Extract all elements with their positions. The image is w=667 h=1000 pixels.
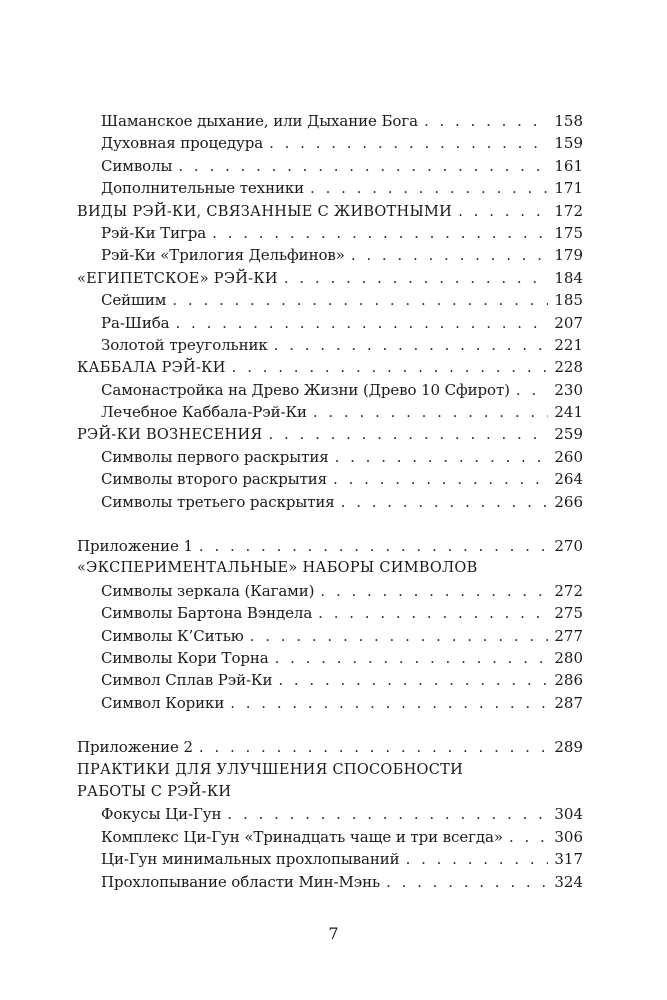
toc-section-heading: «ЭКСПЕРИМЕНТАЛЬНЫЕ» НАБОРЫ СИМВОЛОВ bbox=[77, 560, 478, 577]
toc-section bbox=[77, 356, 583, 378]
toc-entry-title: Символы К’Ситью bbox=[101, 626, 244, 645]
toc-entry-title: Рэй-Ки Тигра bbox=[101, 223, 207, 242]
toc-section bbox=[77, 267, 583, 289]
dot-leader bbox=[313, 401, 549, 423]
dot-leader bbox=[178, 155, 548, 177]
toc-entry bbox=[77, 401, 583, 423]
dot-leader bbox=[509, 826, 548, 848]
toc-entry-page: 270 bbox=[554, 537, 583, 556]
group-spacer bbox=[77, 714, 583, 736]
dot-leader bbox=[424, 110, 548, 132]
toc-section bbox=[77, 200, 583, 222]
dot-leader bbox=[320, 580, 548, 602]
toc-section-heading: РАБОТЫ С РЭЙ-КИ bbox=[77, 783, 232, 800]
toc-entry bbox=[77, 312, 583, 334]
toc-entry-page: 158 bbox=[554, 112, 583, 130]
toc-entry bbox=[77, 155, 583, 177]
toc-section-title: РЭЙ-КИ ВОЗНЕСЕНИЯ bbox=[77, 427, 263, 444]
toc-entry bbox=[77, 334, 583, 356]
toc-entry-title: Самонастройка на Древо Жизни (Древо 10 Сфирот) bbox=[101, 380, 510, 399]
toc-entry-page: 184 bbox=[554, 268, 583, 287]
toc-entry bbox=[77, 177, 583, 199]
toc-entry bbox=[77, 871, 583, 893]
dot-leader bbox=[333, 468, 548, 490]
dot-leader bbox=[232, 356, 549, 378]
toc-entry-title: Символы Бартона Вэндела bbox=[101, 604, 313, 623]
toc-entry bbox=[77, 580, 583, 602]
toc-entry-page: 275 bbox=[554, 604, 583, 623]
toc-entry bbox=[77, 848, 583, 870]
toc-entry-title: Рэй-Ки «Трилогия Дельфинов» bbox=[101, 246, 345, 265]
toc-entry-page: 179 bbox=[554, 246, 583, 265]
toc-entry-page: 259 bbox=[554, 425, 583, 444]
toc-entry bbox=[77, 602, 583, 624]
dot-leader bbox=[386, 871, 548, 893]
toc-section-heading: ПРАКТИКИ ДЛЯ УЛУЧШЕНИЯ СПОСОБНОСТИ bbox=[77, 761, 464, 778]
dot-leader bbox=[318, 602, 548, 624]
dot-leader bbox=[212, 222, 548, 244]
dot-leader bbox=[516, 379, 548, 401]
toc-entry bbox=[77, 468, 583, 490]
toc-entry bbox=[77, 289, 583, 311]
toc-entry bbox=[77, 222, 583, 244]
toc-entry-title: Символы первого раскрытия bbox=[101, 447, 329, 466]
toc-appendix bbox=[77, 535, 583, 557]
toc-entry bbox=[77, 244, 583, 266]
dot-leader bbox=[199, 535, 548, 557]
toc-appendix-title: Приложение 1 bbox=[77, 537, 193, 556]
toc-entry-title: Символ Сплав Рэй-Ки bbox=[101, 671, 273, 690]
toc-appendix bbox=[77, 736, 583, 758]
toc-entry-page: 161 bbox=[554, 156, 583, 175]
toc-entry-page: 228 bbox=[554, 358, 583, 377]
toc-entry-page: 264 bbox=[554, 470, 583, 489]
dot-leader bbox=[269, 132, 548, 154]
toc-entry-page: 286 bbox=[554, 671, 583, 690]
toc-entry-title: Символы третьего раскрытия bbox=[101, 492, 335, 511]
toc-entry-page: 324 bbox=[554, 872, 583, 891]
toc-entry-title: Символы второго раскрытия bbox=[101, 470, 328, 489]
dot-leader bbox=[268, 423, 548, 445]
toc-entry-page: 260 bbox=[554, 447, 583, 466]
toc-entry-page: 266 bbox=[554, 492, 583, 511]
toc-entry bbox=[77, 491, 583, 513]
toc-section bbox=[77, 423, 583, 445]
toc-entry-page: 304 bbox=[554, 805, 583, 824]
toc-entry-title: Символы bbox=[101, 156, 173, 175]
toc-entry-title: Фокусы Ци-Гун bbox=[101, 805, 222, 824]
dot-leader bbox=[274, 334, 549, 356]
toc-entry-page: 185 bbox=[554, 291, 583, 310]
toc-entry bbox=[77, 446, 583, 468]
toc-entry bbox=[77, 132, 583, 154]
dot-leader bbox=[176, 312, 549, 334]
toc-entry-page: 287 bbox=[554, 693, 583, 712]
toc-entry-title: Сейшим bbox=[101, 291, 167, 310]
toc-entry-page: 317 bbox=[554, 850, 583, 869]
table-of-contents bbox=[77, 110, 583, 893]
toc-entry bbox=[77, 625, 583, 647]
toc-entry-title: Ра-Шиба bbox=[101, 313, 170, 332]
dot-leader bbox=[227, 803, 548, 825]
toc-entry-page: 171 bbox=[554, 179, 583, 198]
toc-entry bbox=[77, 803, 583, 825]
toc-entry bbox=[77, 379, 583, 401]
toc-entry-page: 207 bbox=[554, 313, 583, 332]
dot-leader bbox=[172, 289, 548, 311]
toc-entry-page: 221 bbox=[554, 335, 583, 354]
dot-leader bbox=[284, 267, 549, 289]
toc-entry-title: Шаманское дыхание, или Дыхание Бога bbox=[101, 112, 418, 130]
toc-entry-title: Символы Кори Торна bbox=[101, 648, 269, 667]
toc-section-title: ВИДЫ РЭЙ-КИ, СВЯЗАННЫЕ С ЖИВОТНЫМИ bbox=[77, 203, 453, 220]
group-spacer bbox=[77, 513, 583, 535]
toc-entry-page: 159 bbox=[554, 134, 583, 153]
toc-entry-title: Ци-Гун минимальных прохлопываний bbox=[101, 850, 400, 869]
dot-leader bbox=[335, 446, 549, 468]
toc-entry bbox=[77, 110, 583, 132]
toc-entry-title: Духовная процедура bbox=[101, 134, 264, 153]
toc-entry-title: Лечебное Каббала-Рэй-Ки bbox=[101, 403, 307, 422]
dot-leader bbox=[199, 736, 548, 758]
dot-leader bbox=[275, 647, 549, 669]
toc-entry-page: 306 bbox=[554, 827, 583, 846]
toc-entry-page: 230 bbox=[554, 380, 583, 399]
toc-entry-page: 272 bbox=[554, 581, 583, 600]
dot-leader bbox=[458, 200, 548, 222]
toc-entry-title: Символы зеркала (Кагами) bbox=[101, 581, 315, 600]
toc-entry-page: 175 bbox=[554, 223, 583, 242]
dot-leader bbox=[406, 848, 549, 870]
toc-entry-title: Комплекс Ци-Гун «Тринадцать чаще и три всегда» bbox=[101, 827, 503, 846]
toc-entry bbox=[77, 692, 583, 714]
dot-leader bbox=[310, 177, 548, 199]
toc-entry-title: Дополнительные техники bbox=[101, 179, 305, 198]
toc-entry-title: Золотой треугольник bbox=[101, 335, 268, 354]
dot-leader bbox=[278, 669, 548, 691]
toc-entry-title: Прохлопывание области Мин-Мэнь bbox=[101, 872, 381, 891]
toc-entry bbox=[77, 647, 583, 669]
dot-leader bbox=[351, 244, 549, 266]
toc-entry-page: 241 bbox=[554, 403, 583, 422]
toc-entry-title: Символ Корики bbox=[101, 693, 225, 712]
toc-appendix-title: Приложение 2 bbox=[77, 738, 193, 757]
toc-entry bbox=[77, 826, 583, 848]
toc-section-title: «ЕГИПЕТСКОЕ» РЭЙ-КИ bbox=[77, 270, 278, 287]
dot-leader bbox=[250, 625, 549, 647]
dot-leader bbox=[230, 692, 548, 714]
toc-section-title: КАББАЛА РЭЙ-КИ bbox=[77, 360, 226, 377]
toc-entry-page: 277 bbox=[554, 626, 583, 645]
toc-entry-page: 172 bbox=[554, 201, 583, 220]
toc-entry-page: 280 bbox=[554, 648, 583, 667]
page-number: 7 bbox=[328, 924, 339, 943]
toc-entry-page: 289 bbox=[554, 738, 583, 757]
toc-entry bbox=[77, 669, 583, 691]
dot-leader bbox=[341, 491, 549, 513]
